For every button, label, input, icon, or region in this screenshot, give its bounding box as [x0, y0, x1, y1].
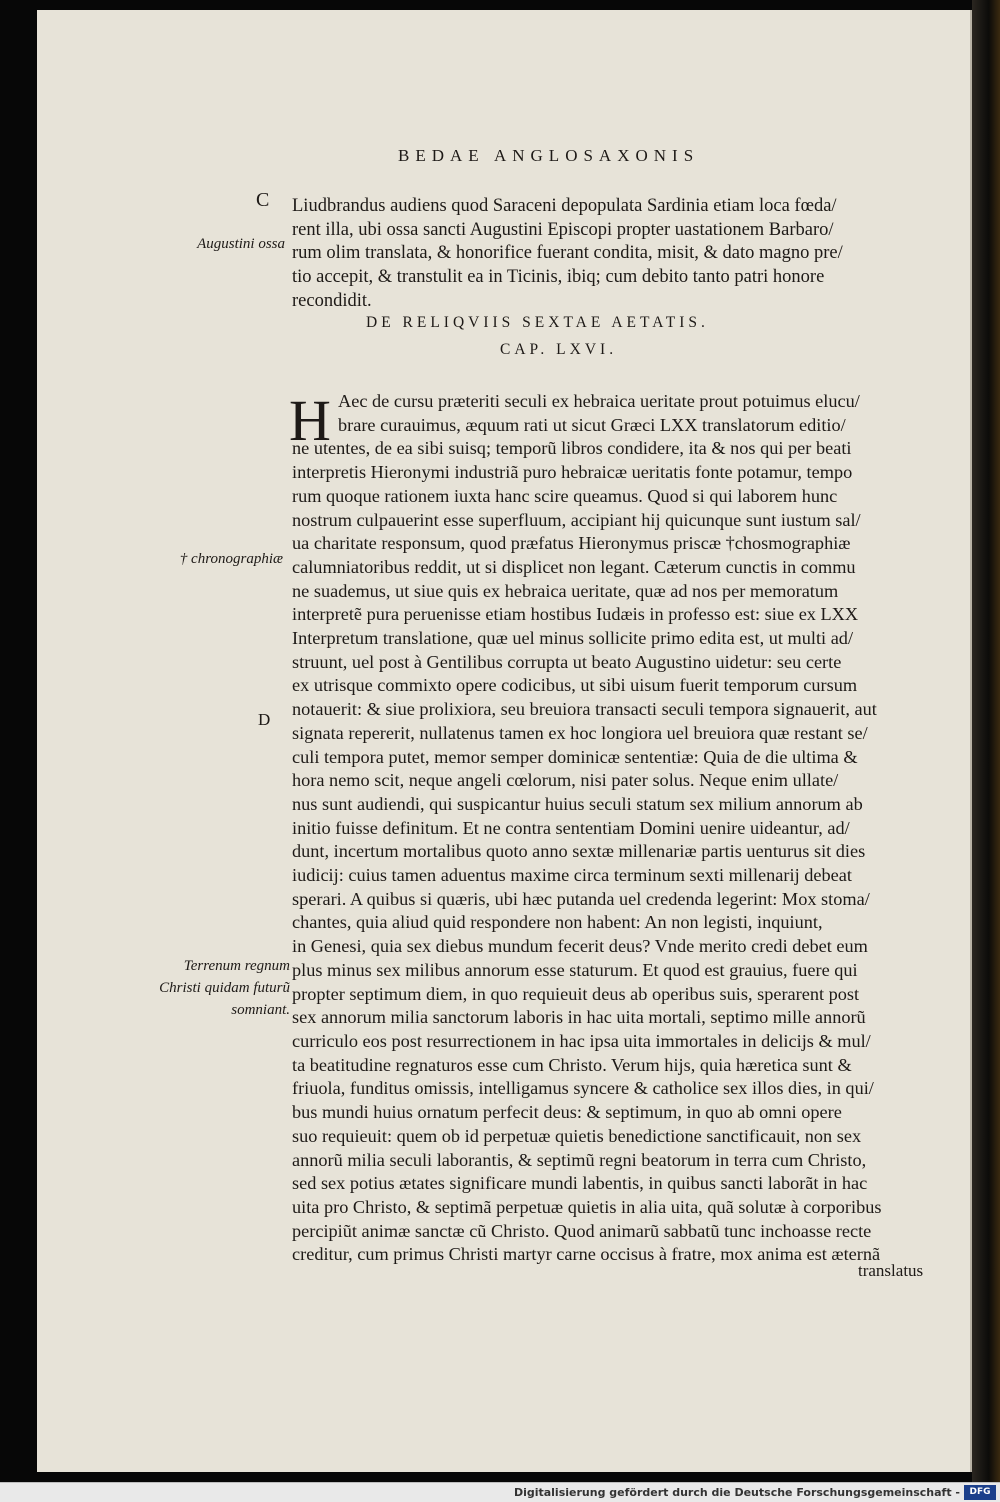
text-line: Liudbrandus audiens quod Saraceni depopulata Sardinia etiam loca fœda/ [292, 196, 837, 216]
text-line: plus minus sex milibus annorum esse staturum. Et quod est grauius, fuere qui [292, 959, 858, 980]
footer-credit: Digitalisierung gefördert durch die Deutsche Forschungsgemeinschaft - [513, 1486, 960, 1499]
text-line: curriculo eos post resurrectionem in hac ipsa uita immortales in delicijs & mul/ [292, 1030, 871, 1051]
paragraph-liudbrandus [292, 195, 932, 314]
text-line: propter septimum diem, in quo requieuit deus ab operibus suis, sperarent post [292, 983, 860, 1004]
margin-gloss-chronographiae: † chronographiæ [179, 551, 283, 567]
text-line: dunt, incertum mortalibus quoto anno sextæ millenariæ partis uenturus sit dies [292, 841, 866, 862]
text-line: initio fuisse definitum. Et ne contra sententiam Domini uenire uideantur, ad/ [292, 817, 850, 838]
text-line: sex annorum milia sanctorum laboris in hac uita mortali, septimo mille annorũ [292, 1007, 866, 1028]
text-line: rum quoque rationem iuxta hanc scire queamus. Quod si qui laborem hunc [292, 485, 838, 506]
page-edge [972, 0, 1000, 1482]
drop-cap: H [289, 388, 331, 453]
text-line: calumniatoribus reddit, ut si displicet non legant. Cæterum cunctis in commu [292, 556, 856, 577]
paragraph-main [292, 390, 940, 1267]
text-line: nus sunt audiendi, qui suspicantur huius seculi statum sex milium annorum ab [292, 793, 863, 814]
text-line: ex utrisque commixto opere codicibus, ut sibi uisum fuerit temporum cursum [292, 675, 858, 696]
margin-marker-d: D [258, 710, 271, 729]
margin-marker-c: C [256, 189, 270, 211]
text-line: sperari. A quibus si quæris, ubi hæc putanda uel credenda legerint: Mox stoma/ [292, 888, 870, 909]
margin-gloss-augustini: Augustini ossa [197, 236, 285, 252]
running-head: BEDAE ANGLOSAXONIS [398, 146, 700, 165]
catchword: translatus [858, 1261, 924, 1280]
text-line: creditur, cum primus Christi martyr carne occisus à fratre, mox anima est æternã [292, 1244, 881, 1265]
text-line: ne suademus, ut siue quis ex hebraica ueritate, quæ ad nos per memoratum [292, 580, 839, 601]
text-line: interpretis Hieronymi industriã puro hebraicæ ueritatis fonte potamur, tempo [292, 462, 853, 483]
text-line: percipiũt animæ sanctæ cũ Christo. Quod animarũ sabbatũ tunc inchoasse recte [292, 1220, 872, 1241]
text-line: friuola, funditus omissis, intelligamus syncere & catholice sex illos dies, in qui/ [292, 1078, 874, 1099]
chapter-number: CAP. LXVI. [500, 341, 618, 358]
text-line: culi tempora putet, memor semper dominicæ sententiæ: Quia de die ultima & [292, 746, 858, 767]
text-line: in Genesi, quia sex diebus mundum fecerit deus? Vnde merito credi debet eum [292, 936, 868, 957]
text-line: signata repererit, nullatenus tamen ex hoc longiora uel breuiora quæ restant se/ [292, 722, 868, 743]
text-line: tio accepit, & transtulit ea in Ticinis, ibiq; cum debito tanto patri honore [292, 267, 825, 288]
text-line: iudicij: cuius tamen aduentus maxime circa terminum sexti millenarij debeat [292, 865, 852, 886]
text-line: suo requieuit: quem ob id perpetuæ quietis benedictione sanctificauit, non sex [292, 1125, 862, 1146]
text-line: Aec de cursu præteriti seculi ex hebraica ueritate prout potuimus elucu/ [338, 391, 860, 411]
text-line: recondidit. [292, 290, 372, 311]
text-line: rum olim translata, & honorifice fuerant condita, misit, & dato magno pre/ [292, 243, 843, 264]
text-line: annorũ milia seculi laborantis, & septimũ regni beatorum in terra cum Christo, [292, 1149, 867, 1170]
text-line: ta beatitudine regnaturos esse cum Christo. Verum hijs, quia hæretica sunt & [292, 1054, 852, 1075]
text-line: Interpretum translatione, quæ uel minus sollicite primo edita est, ut multi ad/ [292, 628, 854, 649]
text-line: bus mundi huius ornatum perfecit deus: & septimum, in quo ab omni opere [292, 1102, 842, 1123]
text-line: interpretẽ pura peruenisse etiam hostibus Iudæis in professo est: siue ex LXX [292, 604, 859, 625]
text-line: nostrum culpauerint esse superfluum, accipiant hij quicunque sunt iustum sal/ [292, 509, 861, 530]
text-line: brare curauimus, æquum rati ut sicut Græci LXX translatorum editio/ [338, 414, 846, 435]
text-line: struunt, uel post à Gentilibus corrupta ut beato Augustino uidetur: seu certe [292, 651, 842, 672]
dfg-logo-icon[interactable]: DFG [964, 1485, 996, 1500]
text-line: uita pro Christo, & septimã perpetuæ quietis in alia uita, quã solutæ à corporibus [292, 1196, 882, 1217]
chapter-heading: DE RELIQVIIS SEXTAE AETATIS. [366, 314, 709, 331]
text-line: ne utentes, de ea sibi suisq; temporũ libros condidere, ita & nos qui per beati [292, 438, 852, 459]
text-line: hora nemo scit, neque angeli cœlorum, nisi pater solus. Neque enim ullate/ [292, 770, 839, 791]
margin-gloss-terrenum: Terrenum regnum Christi quidam futurũ somniant. [159, 958, 290, 1018]
text-line: sed sex potius ætates significare mundi labentis, in quibus sancti laborãt in hac [292, 1173, 868, 1194]
digitization-footer [0, 1482, 1000, 1502]
text-line: chantes, quia aliud quid respondere non habent: An non legisti, inquiunt, [292, 912, 823, 933]
text-line: ua charitate responsum, quod præfatus Hieronymus priscæ †chosmographiæ [292, 533, 851, 554]
text-line: notauerit: & siue prolixiora, seu breuiora transacti seculi tempora signauerit, aut [292, 699, 877, 720]
text-line: rent illa, ubi ossa sancti Augustini Episcopi propter uastationem Barbaro/ [292, 219, 834, 240]
